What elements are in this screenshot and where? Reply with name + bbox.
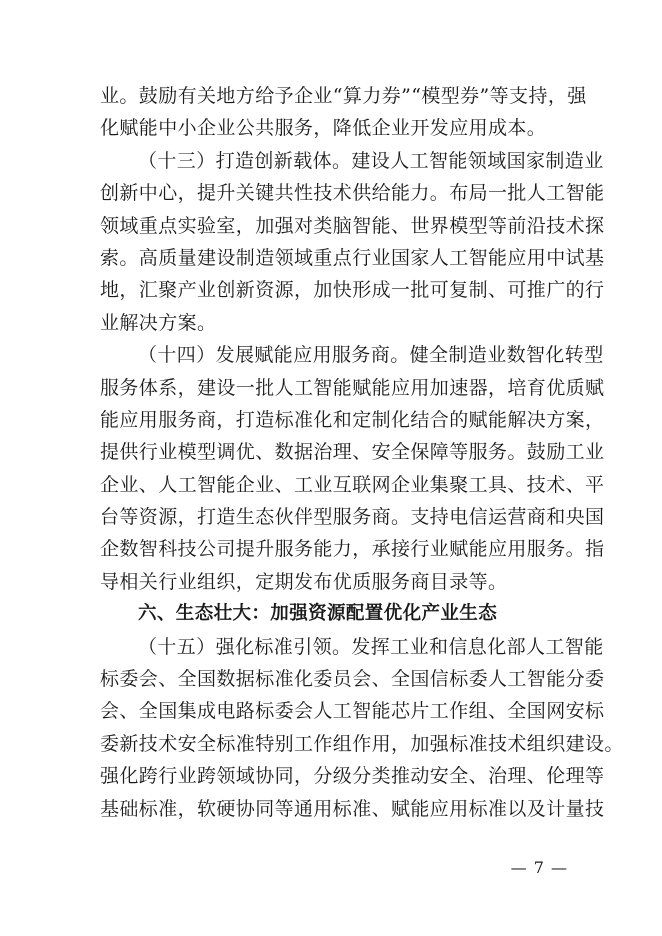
text-line: 领域重点实验室，加强对类脑智能、世界模型等前沿技术探	[100, 214, 605, 237]
text-line: 业。鼓励有关地方给予企业“算力券”“模型券”等支持，强	[100, 85, 587, 107]
text-line: 化赋能中小企业公共服务，降低企业开发应用成本。	[100, 117, 547, 140]
text-line: 创新中心，提升关键共性技术供给能力。布局一批人工智能	[100, 182, 605, 205]
text-line: 台等资源，打造生态伙伴型服务商。支持电信运营商和央国	[100, 506, 605, 529]
text-line: 企数智科技公司提升服务能力，承接行业赋能应用服务。指	[100, 538, 605, 561]
text-line: 委新技术安全标准特别工作组作用，加强标准技术组织建设。	[100, 732, 624, 755]
page-number: — 7 —	[510, 858, 568, 877]
text-line: 标委会、全国数据标准化委员会、全国信标委人工智能分委	[100, 668, 605, 691]
text-line: 会、全国集成电路标委会人工智能芯片工作组、全国网安标	[100, 700, 605, 723]
document-body	[100, 80, 624, 825]
text-line: 索。高质量建设制造领域重点行业国家人工智能应用中试基	[100, 246, 605, 269]
text-line: （十三）打造创新载体。建设人工智能领域国家制造业	[138, 149, 604, 172]
text-line: （十四）发展赋能应用服务商。健全制造业数智化转型	[138, 344, 604, 367]
text-line: （十五）强化标准引领。发挥工业和信息化部人工智能	[138, 635, 604, 658]
text-line: 导相关行业组织，定期发布优质服务商目录等。	[100, 570, 508, 593]
text-line: 能应用服务商，打造标准化和定制化结合的赋能解决方案，	[100, 408, 605, 431]
text-line: 基础标准，软硬协同等通用标准、赋能应用标准以及计量技	[100, 797, 605, 820]
text-line: 提供行业模型调优、数据治理、安全保障等服务。鼓励工业	[100, 441, 605, 464]
text-line: 业解决方案。	[100, 311, 217, 334]
section-heading: 六、生态壮大：加强资源配置优化产业生态	[138, 603, 498, 625]
text-line: 服务体系，建设一批人工智能赋能应用加速器，培育优质赋	[100, 376, 605, 399]
text-line: 地，汇聚产业创新资源，加快形成一批可复制、可推广的行	[100, 279, 605, 302]
text-line: 强化跨行业跨领域协同，分级分类推动安全、治理、伦理等	[100, 765, 605, 788]
text-line: 企业、人工智能企业、工业互联网企业集聚工具、技术、平	[100, 473, 605, 496]
